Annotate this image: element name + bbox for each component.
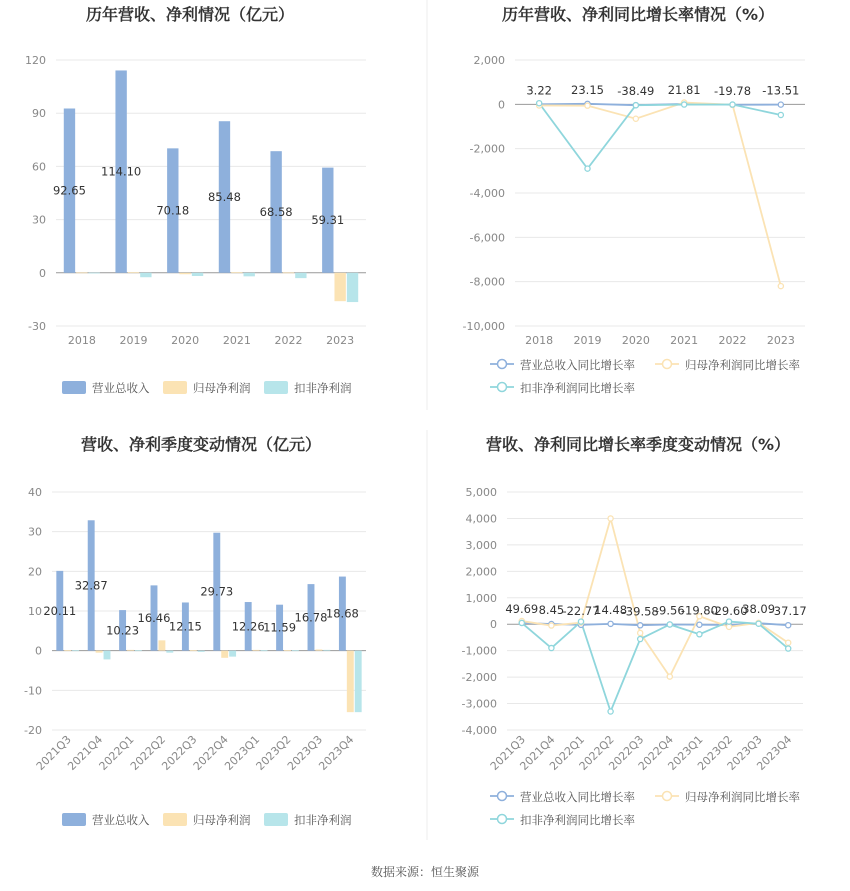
y-tick-label: -6,000 (469, 231, 505, 245)
data-point (638, 636, 643, 641)
legend-label: 扣非净利润 (294, 813, 352, 827)
bar-value-label: 10.23 (106, 623, 140, 638)
bar (355, 651, 362, 712)
point-value-label: -19.80 (680, 603, 718, 618)
legend-swatch (62, 813, 86, 826)
y-tick-label: 4,000 (465, 512, 497, 526)
x-tick-label: 2022Q3 (159, 732, 200, 773)
y-tick-label: -4,000 (469, 187, 505, 200)
bar (72, 650, 79, 651)
y-tick-label: 20 (28, 565, 42, 579)
y-tick-label: -3,000 (461, 697, 497, 711)
x-tick-label: 2023Q3 (724, 732, 765, 773)
annual-revenue-profit-chart (25, 5, 366, 395)
data-point (608, 709, 613, 714)
legend-swatch (264, 813, 288, 826)
bar (261, 650, 268, 651)
data-point (730, 102, 735, 107)
bar-value-label: 16.78 (294, 610, 328, 625)
y-tick-label: -4,000 (461, 724, 497, 737)
legend-marker (498, 360, 507, 369)
data-point (786, 640, 791, 645)
x-tick-label: 2021 (222, 334, 251, 347)
bar (64, 650, 71, 651)
legend-marker (663, 360, 672, 369)
data-point (697, 632, 702, 637)
x-tick-label: 2022Q2 (576, 732, 617, 773)
y-tick-label: 30 (32, 213, 46, 227)
bar-value-label: 59.31 (311, 213, 345, 228)
x-tick-label: 2023 (766, 334, 795, 347)
legend-marker (663, 792, 672, 801)
bar (244, 273, 255, 277)
x-tick-label: 2019 (119, 334, 148, 347)
data-point (549, 623, 554, 628)
series-line (539, 103, 781, 168)
bar (192, 273, 203, 276)
x-tick-label: 2018 (525, 334, 554, 347)
x-tick-label: 2022Q1 (96, 732, 137, 773)
bar (190, 650, 197, 651)
legend-label: 营业总收入 (92, 381, 150, 395)
bar (76, 272, 87, 273)
legend-marker (498, 383, 507, 392)
data-point (633, 103, 638, 108)
data-point (667, 622, 672, 627)
point-value-label: -9.56 (654, 603, 685, 618)
annual-growth-rate-chart (463, 5, 805, 395)
data-point (778, 112, 783, 117)
point-value-label: -39.58 (621, 604, 659, 619)
x-tick-label: 2019 (573, 334, 602, 347)
bar (198, 651, 205, 652)
bar-value-label: 85.48 (207, 190, 241, 205)
bar (323, 650, 330, 651)
data-point (585, 166, 590, 171)
data-point (756, 621, 761, 626)
bar (166, 651, 173, 653)
point-value-label: -38.49 (617, 84, 655, 99)
bar (158, 640, 165, 650)
bar-value-label: 70.18 (156, 203, 190, 218)
y-tick-label: -2,000 (469, 142, 505, 156)
data-point (638, 623, 643, 628)
x-tick-label: 2021Q3 (487, 732, 528, 773)
x-tick-label: 2022Q1 (547, 732, 588, 773)
x-tick-label: 2021Q4 (517, 732, 558, 773)
legend-marker (498, 792, 507, 801)
bar (89, 273, 100, 274)
x-tick-label: 2021Q4 (65, 732, 106, 773)
point-value-label: 14.48 (594, 602, 628, 617)
bar-value-label: 32.87 (74, 578, 108, 593)
bar-value-label: 11.59 (263, 620, 297, 635)
bar-value-label: 114.10 (101, 164, 142, 179)
point-value-label: 8.45 (538, 602, 565, 617)
x-tick-label: 2020 (171, 334, 200, 347)
y-tick-label: -10,000 (462, 320, 505, 333)
bar (334, 273, 345, 301)
bar-value-label: 18.68 (325, 606, 359, 621)
chart-title: 历年营收、净利情况（亿元） (85, 5, 295, 24)
legend-label: 营业总收入同比增长率 (520, 358, 635, 372)
bar-value-label: 16.46 (137, 611, 171, 626)
point-value-label: -37.17 (769, 604, 807, 619)
point-value-label: 23.15 (571, 82, 604, 97)
data-point (682, 102, 687, 107)
x-tick-label: 2023Q1 (665, 732, 706, 773)
y-tick-label: 0 (35, 644, 42, 658)
bar (231, 272, 242, 273)
data-point (697, 622, 702, 627)
y-tick-label: -20 (24, 724, 42, 737)
data-point (667, 674, 672, 679)
bar (128, 272, 139, 273)
x-tick-label: 2023Q1 (222, 732, 263, 773)
x-tick-label: 2021Q3 (33, 732, 74, 773)
data-point (537, 101, 542, 106)
bar (347, 651, 354, 712)
bar (283, 272, 294, 273)
x-tick-label: 2023Q2 (695, 732, 736, 773)
x-tick-label: 2023Q4 (754, 732, 795, 773)
point-value-label: -13.51 (762, 83, 800, 98)
bar-value-label: 29.73 (200, 584, 234, 599)
data-point (726, 624, 731, 629)
legend-label: 营业总收入 (92, 813, 150, 827)
y-tick-label: 0 (490, 618, 497, 632)
legend-label: 营业总收入同比增长率 (520, 790, 635, 804)
y-tick-label: 10 (28, 605, 42, 618)
bar-value-label: 12.15 (168, 619, 202, 634)
x-tick-label: 2018 (67, 334, 96, 347)
legend-label: 扣非净利润同比增长率 (520, 381, 635, 395)
point-value-label: 49.69 (505, 601, 539, 616)
series-line (522, 622, 788, 712)
bar (104, 651, 111, 660)
bar (135, 650, 142, 651)
bar (179, 273, 190, 274)
data-point (585, 103, 590, 108)
legend-swatch (62, 381, 86, 394)
bar (347, 273, 358, 302)
data-point (633, 116, 638, 121)
series-line (539, 103, 781, 287)
x-tick-label: 2023Q3 (284, 732, 326, 773)
bar-value-label: 20.11 (43, 603, 77, 618)
y-tick-label: -30 (28, 320, 46, 333)
data-point (778, 284, 783, 289)
data-point (778, 102, 783, 107)
legend-label: 归母净利润 (193, 813, 251, 827)
legend-swatch (264, 381, 288, 394)
data-point (786, 646, 791, 651)
x-tick-label: 2023 (326, 334, 355, 347)
x-tick-label: 2020 (621, 334, 650, 347)
y-tick-label: 0 (39, 266, 46, 280)
y-tick-label: 2,000 (473, 54, 505, 67)
chart-title: 营收、净利季度变动情况（亿元） (80, 435, 322, 454)
y-tick-label: 30 (28, 525, 42, 539)
x-tick-label: 2023Q2 (253, 732, 294, 773)
legend-label: 归母净利润同比增长率 (685, 358, 800, 372)
legend-label: 扣非净利润同比增长率 (520, 813, 635, 827)
y-tick-label: 2,000 (465, 565, 497, 579)
y-tick-label: -2,000 (461, 671, 497, 685)
bar (295, 273, 306, 278)
point-value-label: -29.60 (710, 604, 748, 619)
data-point (519, 620, 524, 625)
chart-title: 历年营收、净利同比增长率情况（%） (501, 5, 775, 24)
point-value-label: -19.78 (713, 83, 752, 98)
legend-label: 归母净利润同比增长率 (685, 790, 800, 804)
bar (284, 650, 291, 651)
data-point (549, 645, 554, 650)
bar (96, 651, 103, 653)
y-tick-label: 40 (28, 486, 42, 499)
data-point (638, 630, 643, 635)
quarterly-revenue-profit-chart (24, 435, 366, 827)
y-tick-label: -1,000 (461, 644, 497, 658)
chart-title: 营收、净利同比增长率季度变动情况（%） (485, 435, 791, 454)
x-tick-label: 2022Q3 (606, 732, 647, 773)
y-tick-label: 3,000 (465, 538, 497, 552)
legend-label: 归母净利润 (193, 381, 251, 395)
x-tick-label: 2023Q4 (316, 732, 357, 773)
x-tick-label: 2022 (718, 334, 747, 347)
data-point (786, 623, 791, 628)
x-tick-label: 2022Q4 (635, 732, 676, 773)
point-value-label: -22.77 (562, 603, 600, 618)
y-tick-label: 60 (32, 160, 46, 174)
x-tick-label: 2021 (670, 334, 699, 347)
data-point (608, 621, 613, 626)
bar-value-label: 68.58 (259, 204, 293, 219)
y-tick-label: -10 (24, 684, 42, 698)
x-tick-label: 2022 (274, 334, 303, 347)
bar-value-label: 92.65 (52, 183, 86, 198)
data-point (578, 619, 583, 624)
data-point (726, 619, 731, 624)
y-tick-label: -8,000 (469, 275, 505, 289)
bar (292, 650, 299, 651)
data-point (608, 516, 613, 521)
legend-swatch (163, 381, 187, 394)
legend-label: 扣非净利润 (294, 381, 352, 395)
y-tick-label: 5,000 (465, 486, 497, 499)
bar (229, 651, 236, 657)
point-value-label: 3.22 (526, 83, 552, 98)
x-tick-label: 2022Q4 (190, 732, 231, 773)
bar (127, 650, 134, 651)
point-value-label: 21.81 (667, 82, 701, 97)
bar (315, 649, 322, 650)
quarterly-growth-rate-chart (462, 435, 807, 827)
legend-swatch (163, 813, 187, 826)
data-source-text: 数据来源：恒生聚源 (370, 865, 480, 879)
y-tick-label: 0 (498, 98, 505, 112)
x-tick-label: 2022Q2 (127, 732, 169, 773)
bar (253, 650, 260, 651)
y-tick-label: 120 (25, 54, 46, 67)
point-value-label: 38.09 (742, 602, 776, 617)
bar-value-label: 12.26 (231, 619, 265, 634)
bar (140, 273, 151, 277)
y-tick-label: 1,000 (465, 591, 497, 605)
y-tick-label: 90 (32, 107, 46, 121)
bar (221, 651, 228, 658)
legend-marker (498, 815, 507, 824)
